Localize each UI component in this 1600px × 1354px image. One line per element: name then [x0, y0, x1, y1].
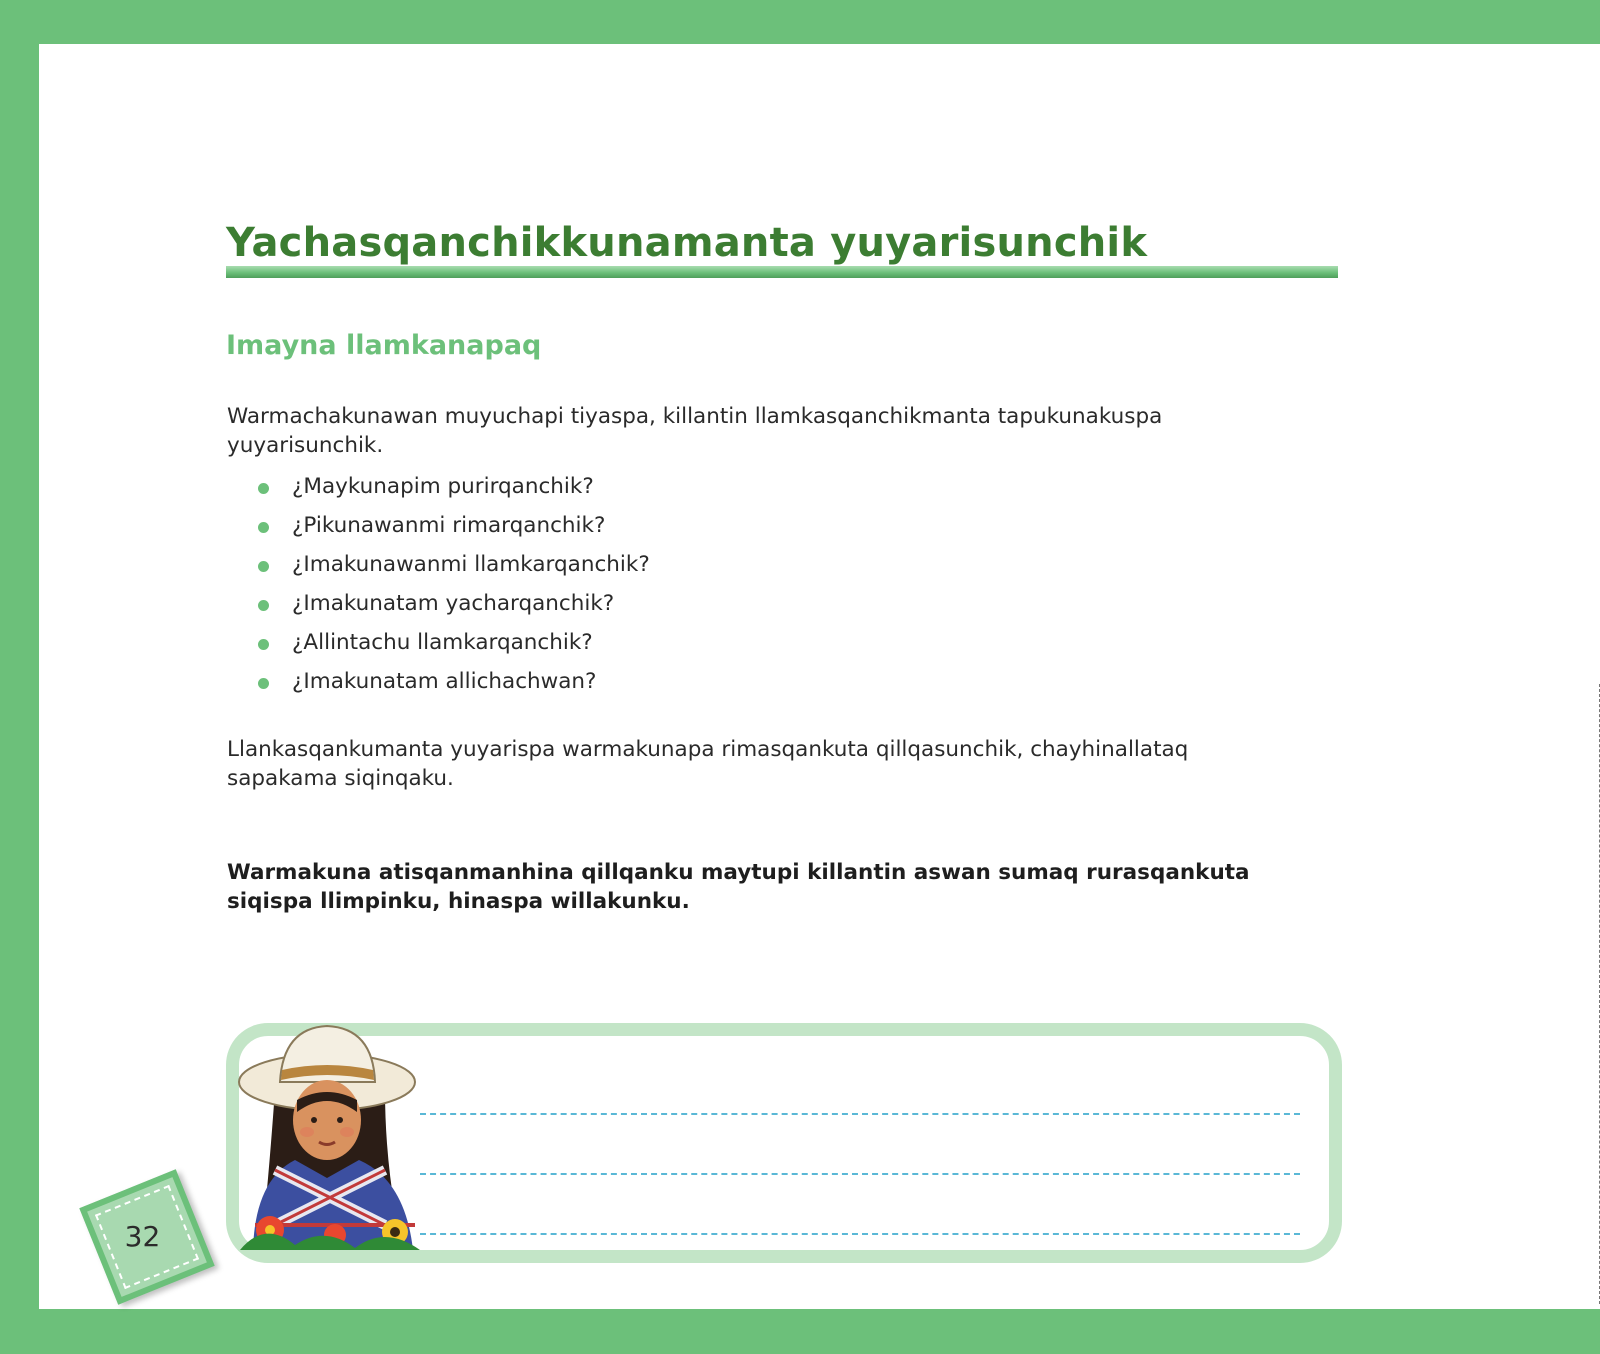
bullet-icon — [258, 522, 269, 533]
writing-line-1[interactable] — [420, 1113, 1300, 1115]
after-paragraph: Llankasqankumanta yuyarispa warmakunapa rimasqankuta qillqasunchik, chayhinallataq sapakama siqinqaku. — [227, 737, 1189, 791]
page-title: Yachasqanchikkunamanta yuyarisunchik — [226, 220, 1148, 266]
list-item — [256, 667, 650, 706]
question-text: ¿Pikunawanmi rimarqanchik? — [292, 513, 606, 538]
andean-girl-illustration-icon — [235, 1020, 425, 1250]
page-edge — [1596, 684, 1600, 1304]
bullet-icon — [258, 600, 269, 611]
question-text: ¿Imakunatam allichachwan? — [292, 669, 597, 694]
list-item — [256, 589, 650, 628]
intro-paragraph: Warmachakunawan muyuchapi tiyaspa, killantin llamkasqanchikmanta tapukunakuspa yuyarisunchik. — [227, 404, 1163, 458]
question-text: ¿Imakunatam yacharqanchik? — [292, 591, 615, 616]
question-list — [256, 472, 650, 706]
section-subtitle: Imayna llamkanapaq — [226, 330, 542, 361]
question-text: ¿Imakunawanmi llamkarqanchik? — [292, 552, 650, 577]
title-underline — [226, 266, 1338, 278]
bullet-icon — [258, 678, 269, 689]
question-text: ¿Allintachu llamkarqanchik? — [292, 630, 593, 655]
writing-line-3[interactable] — [420, 1233, 1300, 1235]
bullet-icon — [258, 561, 269, 572]
writing-line-2[interactable] — [420, 1173, 1300, 1175]
list-item — [256, 550, 650, 589]
list-item — [256, 628, 650, 667]
page-number: 32 — [124, 1220, 161, 1253]
instruction-paragraph: Warmakuna atisqanmanhina qillqanku maytupi killantin aswan sumaq rurasqankuta siqispa llimpinku, hinaspa willakunku. — [227, 860, 1250, 914]
list-item — [256, 511, 650, 550]
bullet-icon — [258, 483, 269, 494]
question-text: ¿Maykunapim purirqanchik? — [292, 474, 594, 499]
list-item — [256, 472, 650, 511]
bullet-icon — [258, 639, 269, 650]
